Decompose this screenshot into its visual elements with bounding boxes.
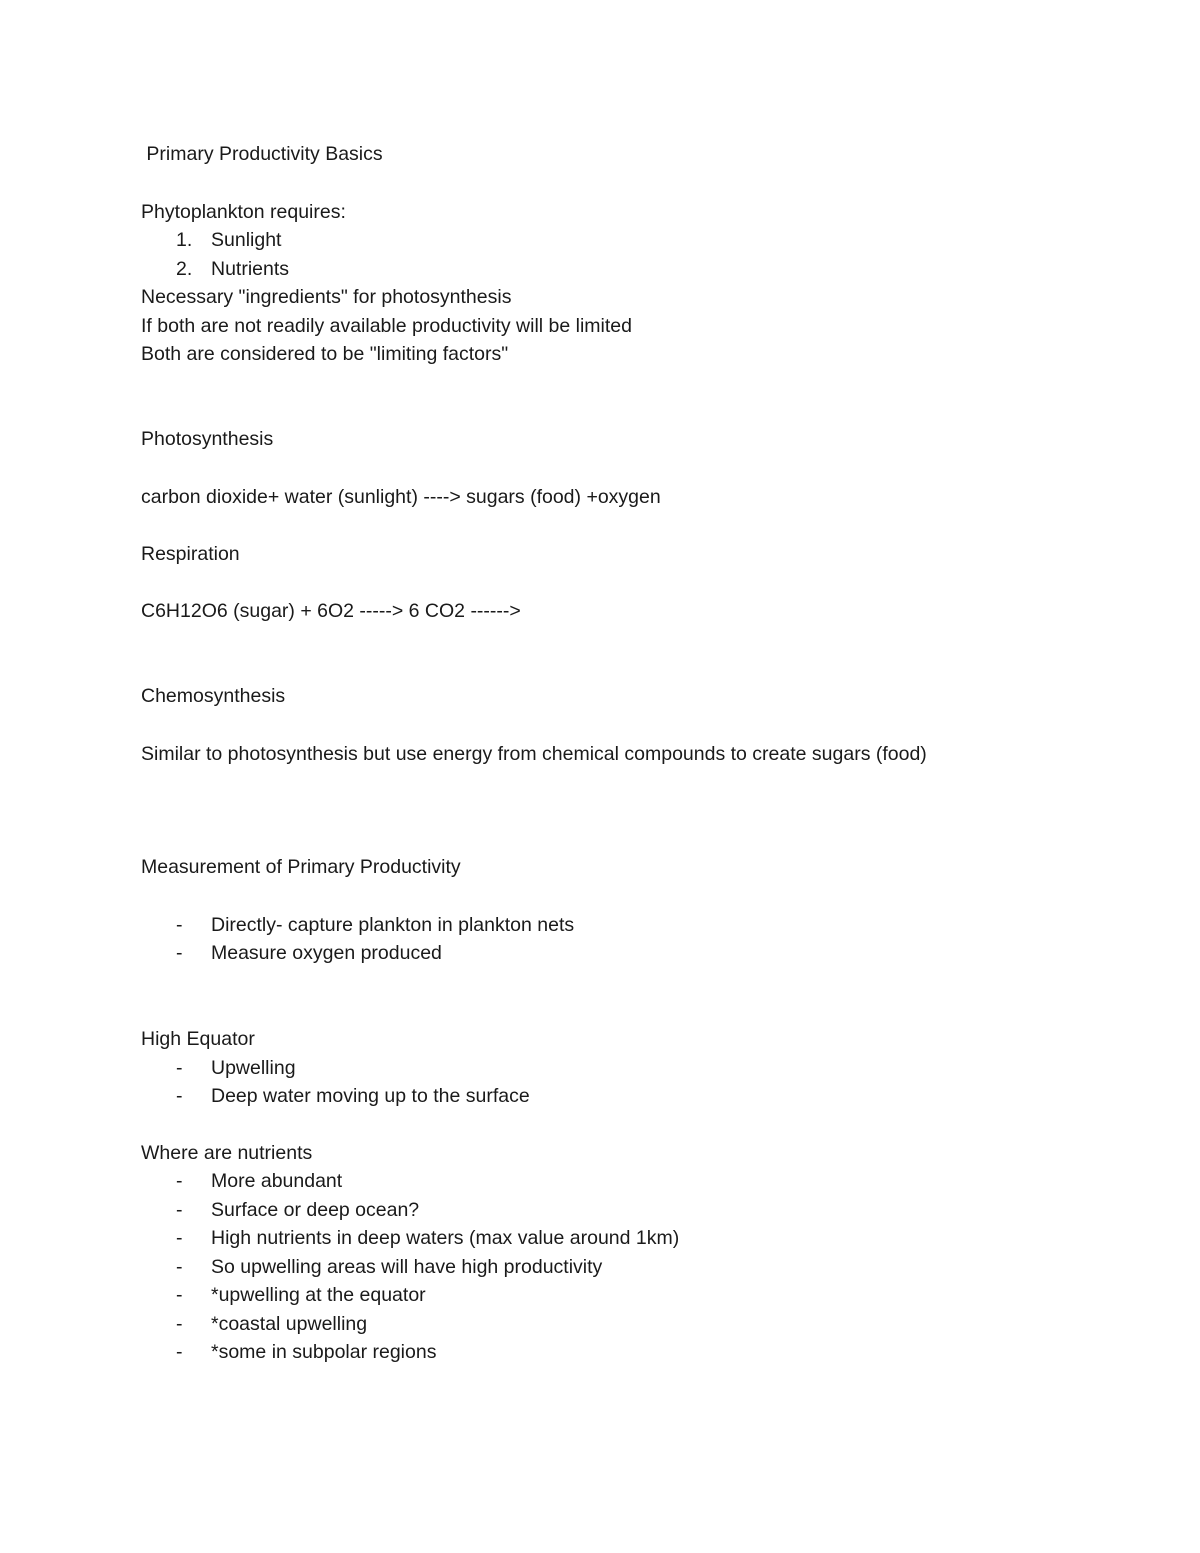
list-item: *upwelling at the equator xyxy=(211,1284,426,1306)
respiration-heading: Respiration xyxy=(141,543,240,565)
list-marker: 1. xyxy=(176,229,193,251)
list-item: More abundant xyxy=(211,1170,343,1192)
list-item: So upwelling areas will have high productivity xyxy=(211,1256,603,1278)
photosynthesis-equation: carbon dioxide+ water (sunlight) ----> sugars (food) +oxygen xyxy=(141,486,661,508)
high-equator-heading: High Equator xyxy=(141,1028,255,1050)
nutrients-heading: Where are nutrients xyxy=(141,1142,313,1164)
note-line: Necessary "ingredients" for photosynthesis xyxy=(141,286,512,308)
document-title: Primary Productivity Basics xyxy=(141,143,383,165)
list-item: Nutrients xyxy=(211,258,290,280)
respiration-equation: C6H12O6 (sugar) + 6O2 -----> 6 CO2 ------> xyxy=(141,600,521,622)
list-marker: - xyxy=(176,1313,183,1335)
list-marker: - xyxy=(176,1284,183,1306)
photosynthesis-heading: Photosynthesis xyxy=(141,428,274,450)
list-item: Sunlight xyxy=(211,229,282,251)
measurement-heading: Measurement of Primary Productivity xyxy=(141,856,461,878)
list-item: High nutrients in deep waters (max value around 1km) xyxy=(211,1227,680,1249)
list-marker: - xyxy=(176,1341,183,1363)
list-item: Deep water moving up to the surface xyxy=(211,1085,530,1107)
note-line: Both are considered to be "limiting factors" xyxy=(141,343,509,365)
list-marker: - xyxy=(176,1227,183,1249)
requirements-heading: Phytoplankton requires: xyxy=(141,201,346,223)
note-line: If both are not readily available productivity will be limited xyxy=(141,315,632,337)
list-marker: 2. xyxy=(176,258,193,280)
list-item: Directly- capture plankton in plankton nets xyxy=(211,914,575,936)
list-marker: - xyxy=(176,1170,183,1192)
chemosynthesis-heading: Chemosynthesis xyxy=(141,685,286,707)
list-item: *some in subpolar regions xyxy=(211,1341,437,1363)
list-marker: - xyxy=(176,914,183,936)
list-item: Upwelling xyxy=(211,1057,296,1079)
chemosynthesis-text: Similar to photosynthesis but use energy from chemical compounds to create sugars (food) xyxy=(141,743,927,765)
list-marker: - xyxy=(176,1256,183,1278)
list-marker: - xyxy=(176,1199,183,1221)
list-item: Surface or deep ocean? xyxy=(211,1199,420,1221)
list-marker: - xyxy=(176,1085,183,1107)
list-marker: - xyxy=(176,1057,183,1079)
list-item: *coastal upwelling xyxy=(211,1313,368,1335)
list-marker: - xyxy=(176,942,183,964)
list-item: Measure oxygen produced xyxy=(211,942,442,964)
